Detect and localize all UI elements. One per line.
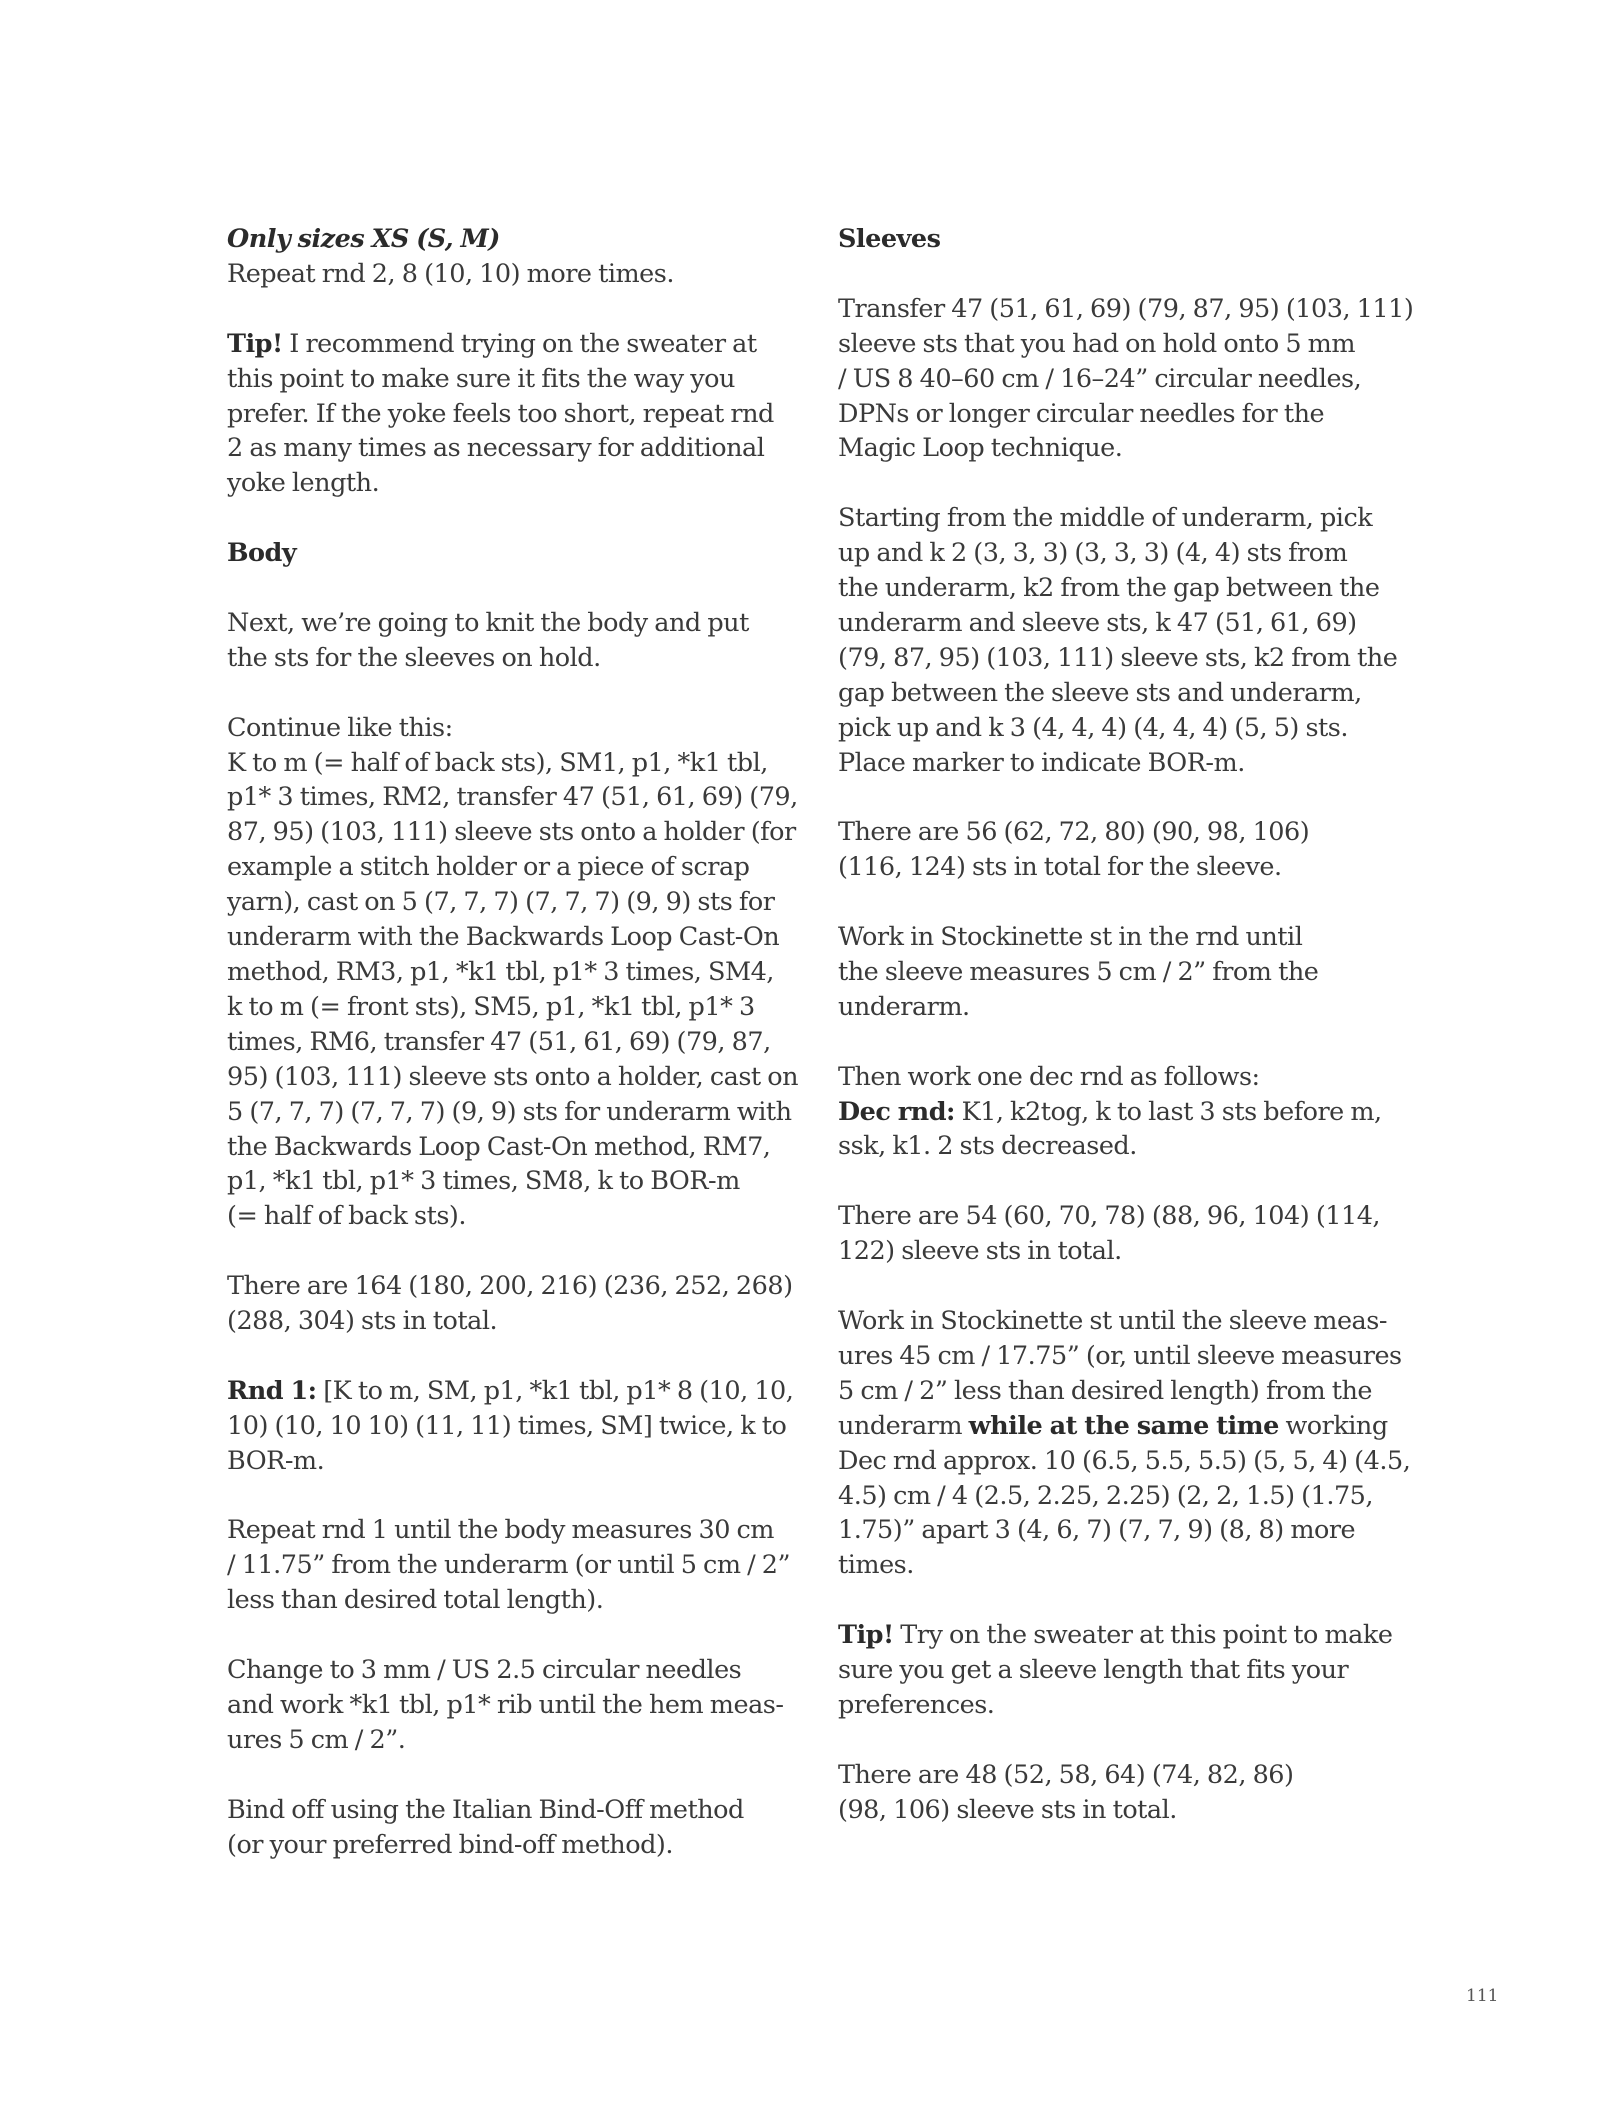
transfer-line: Transfer 47 (51, 61, 69) (79, 87, 95) (103, 111) bbox=[838, 293, 1414, 324]
tip-text: yoke length. bbox=[227, 468, 380, 499]
sleeves-heading-block bbox=[838, 222, 1398, 257]
total56-line: There are 56 (62, 72, 80) (90, 98, 106) bbox=[838, 817, 1310, 848]
repeat-line: less than desired total length). bbox=[227, 1585, 604, 1616]
tip-text: preferences. bbox=[838, 1689, 995, 1720]
transfer-line: / US 8 40–60 cm / 16–24” circular needles, bbox=[838, 363, 1362, 394]
body-intro-paragraph bbox=[227, 606, 787, 676]
continue-line: underarm with the Backwards Loop Cast-On bbox=[227, 922, 780, 953]
tip-text: I recommend trying on the sweater at bbox=[282, 328, 757, 359]
work-until-paragraph bbox=[838, 1304, 1411, 1583]
continue-line: example a stitch holder or a piece of scrap bbox=[227, 852, 750, 883]
sleeve-total-56-paragraph bbox=[838, 815, 1398, 885]
page-number: 111 bbox=[1466, 1986, 1499, 2006]
work-line: times. bbox=[838, 1550, 914, 1581]
tip-text: prefer. If the yoke feels too short, repeat rnd bbox=[227, 398, 774, 429]
change-line: and work *k1 tbl, p1* rib until the hem meas- bbox=[227, 1689, 784, 1720]
work-line: Dec rnd approx. 10 (6.5, 5.5, 5.5) (5, 5, 4) (4.5, bbox=[838, 1445, 1411, 1476]
work-line: 5 cm / 2” less than desired length) from the bbox=[838, 1375, 1372, 1406]
tip-text: Try on the sweater at this point to make bbox=[893, 1620, 1393, 1651]
sizes-heading: Only sizes XS (S, M) bbox=[227, 224, 500, 254]
dec-intro: Then work one dec rnd as follows: bbox=[838, 1061, 1260, 1092]
right-column bbox=[838, 222, 1414, 1862]
stockinette-line: Work in Stockinette st in the rnd until bbox=[838, 922, 1303, 953]
transfer-line: DPNs or longer circular needles for the bbox=[838, 398, 1325, 429]
stockinette-paragraph bbox=[838, 920, 1398, 1025]
tip-label: Tip! bbox=[838, 1620, 894, 1651]
starting-line: pick up and k 3 (4, 4, 4) (4, 4, 4) (5, 5) sts. bbox=[838, 712, 1348, 743]
rnd1-text: [K to m, SM, p1, *k1 tbl, p1* 8 (10, 10, bbox=[316, 1375, 794, 1406]
sizes-section bbox=[227, 222, 787, 292]
total-line: There are 164 (180, 200, 216) (236, 252, 268) bbox=[227, 1271, 793, 1302]
work-line: Work in Stockinette st until the sleeve meas- bbox=[838, 1305, 1387, 1336]
starting-line: Place marker to indicate BOR-m. bbox=[838, 747, 1245, 778]
total48-line: There are 48 (52, 58, 64) (74, 82, 86) bbox=[838, 1759, 1294, 1790]
work-line-post: working bbox=[1278, 1410, 1388, 1441]
stockinette-line: the sleeve measures 5 cm / 2” from the bbox=[838, 956, 1319, 987]
change-line: Change to 3 mm / US 2.5 circular needles bbox=[227, 1655, 742, 1686]
transfer-line: Magic Loop technique. bbox=[838, 433, 1123, 464]
work-line: 4.5) cm / 4 (2.5, 2.25, 2.25) (2, 2, 1.5) (1.75, bbox=[838, 1480, 1373, 1511]
continue-paragraph bbox=[227, 711, 799, 1235]
rnd1-text: BOR-m. bbox=[227, 1445, 325, 1476]
starting-line: Starting from the middle of underarm, pick bbox=[838, 503, 1373, 534]
continue-line: k to m (= front sts), SM5, p1, *k1 tbl, p1* 3 bbox=[227, 991, 755, 1022]
body-heading-block bbox=[227, 536, 787, 571]
continue-line: method, RM3, p1, *k1 tbl, p1* 3 times, SM4, bbox=[227, 956, 774, 987]
same-time-emphasis: while at the same time bbox=[968, 1410, 1279, 1441]
rnd1-text: 10) (10, 10 10) (11, 11) times, SM] twice, k to bbox=[227, 1410, 787, 1441]
tip-text: this point to make sure it fits the way you bbox=[227, 363, 735, 394]
total56-line: (116, 124) sts in total for the sleeve. bbox=[838, 852, 1282, 883]
sleeve-total-48-paragraph bbox=[838, 1758, 1398, 1828]
sizes-instruction: Repeat rnd 2, 8 (10, 10) more times. bbox=[227, 258, 674, 289]
continue-line: the Backwards Loop Cast-On method, RM7, bbox=[227, 1131, 771, 1162]
dec-rnd-paragraph bbox=[838, 1060, 1398, 1165]
dec-rnd-text: ssk, k1. 2 sts decreased. bbox=[838, 1131, 1137, 1162]
total-sts-paragraph bbox=[227, 1269, 793, 1339]
change-needles-paragraph bbox=[227, 1653, 787, 1758]
starting-line: gap between the sleeve sts and underarm, bbox=[838, 677, 1362, 708]
left-column bbox=[227, 222, 799, 1897]
continue-line: p1* 3 times, RM2, transfer 47 (51, 61, 69) (79, bbox=[227, 782, 798, 813]
tip-paragraph bbox=[227, 327, 787, 502]
tip-text: 2 as many times as necessary for additional bbox=[227, 433, 765, 464]
continue-line: p1, *k1 tbl, p1* 3 times, SM8, k to BOR-m bbox=[227, 1166, 740, 1197]
bindoff-line: Bind off using the Italian Bind-Off method bbox=[227, 1794, 744, 1825]
tip2-paragraph bbox=[838, 1618, 1398, 1723]
continue-line: times, RM6, transfer 47 (51, 61, 69) (79, 87, bbox=[227, 1026, 771, 1057]
starting-line: up and k 2 (3, 3, 3) (3, 3, 3) (4, 4) sts from bbox=[838, 538, 1348, 569]
total54-line: There are 54 (60, 70, 78) (88, 96, 104) (114, bbox=[838, 1201, 1381, 1232]
change-line: ures 5 cm / 2”. bbox=[227, 1724, 406, 1755]
work-line: 1.75)” apart 3 (4, 6, 7) (7, 7, 9) (8, 8) more bbox=[838, 1515, 1356, 1546]
starting-line: (79, 87, 95) (103, 111) sleeve sts, k2 from the bbox=[838, 642, 1398, 673]
rnd1-label: Rnd 1: bbox=[227, 1375, 317, 1406]
work-line-pre: underarm bbox=[838, 1410, 969, 1441]
continue-line: Continue like this: bbox=[227, 712, 453, 743]
sleeves-heading: Sleeves bbox=[838, 224, 941, 254]
continue-line: 5 (7, 7, 7) (7, 7, 7) (9, 9) sts for underarm with bbox=[227, 1096, 792, 1127]
body-heading: Body bbox=[227, 538, 297, 569]
continue-line: 95) (103, 111) sleeve sts onto a holder, cast on bbox=[227, 1061, 799, 1092]
dec-rnd-label: Dec rnd: bbox=[838, 1096, 955, 1127]
body-intro-line: the sts for the sleeves on hold. bbox=[227, 642, 601, 673]
bind-off-paragraph bbox=[227, 1793, 787, 1863]
repeat-paragraph bbox=[227, 1513, 791, 1618]
starting-paragraph bbox=[838, 501, 1398, 780]
transfer-line: sleeve sts that you had on hold onto 5 mm bbox=[838, 328, 1356, 359]
body-intro-line: Next, we’re going to knit the body and put bbox=[227, 607, 749, 638]
rnd1-paragraph bbox=[227, 1374, 794, 1479]
continue-line: 87, 95) (103, 111) sleeve sts onto a holder (for bbox=[227, 817, 796, 848]
continue-line: (= half of back sts). bbox=[227, 1201, 466, 1232]
transfer-paragraph bbox=[838, 292, 1414, 467]
tip-label: Tip! bbox=[227, 328, 283, 359]
continue-line: yarn), cast on 5 (7, 7, 7) (7, 7, 7) (9, 9) sts for bbox=[227, 887, 775, 918]
total48-line: (98, 106) sleeve sts in total. bbox=[838, 1794, 1177, 1825]
dec-rnd-text: K1, k2tog, k to last 3 sts before m, bbox=[954, 1096, 1382, 1127]
sleeve-total-54-paragraph bbox=[838, 1199, 1398, 1269]
continue-line: K to m (= half of back sts), SM1, p1, *k1 tbl, bbox=[227, 747, 768, 778]
work-line: ures 45 cm / 17.75” (or, until sleeve measures bbox=[838, 1340, 1402, 1371]
repeat-line: Repeat rnd 1 until the body measures 30 cm bbox=[227, 1515, 774, 1546]
starting-line: underarm and sleeve sts, k 47 (51, 61, 69) bbox=[838, 607, 1357, 638]
total54-line: 122) sleeve sts in total. bbox=[838, 1236, 1122, 1267]
starting-line: the underarm, k2 from the gap between the bbox=[838, 573, 1380, 604]
repeat-line: / 11.75” from the underarm (or until 5 cm / 2” bbox=[227, 1550, 791, 1581]
tip-text: sure you get a sleeve length that fits your bbox=[838, 1655, 1349, 1686]
total-line: (288, 304) sts in total. bbox=[227, 1306, 498, 1337]
bindoff-line: (or your preferred bind-off method). bbox=[227, 1829, 673, 1860]
stockinette-line: underarm. bbox=[838, 991, 970, 1022]
